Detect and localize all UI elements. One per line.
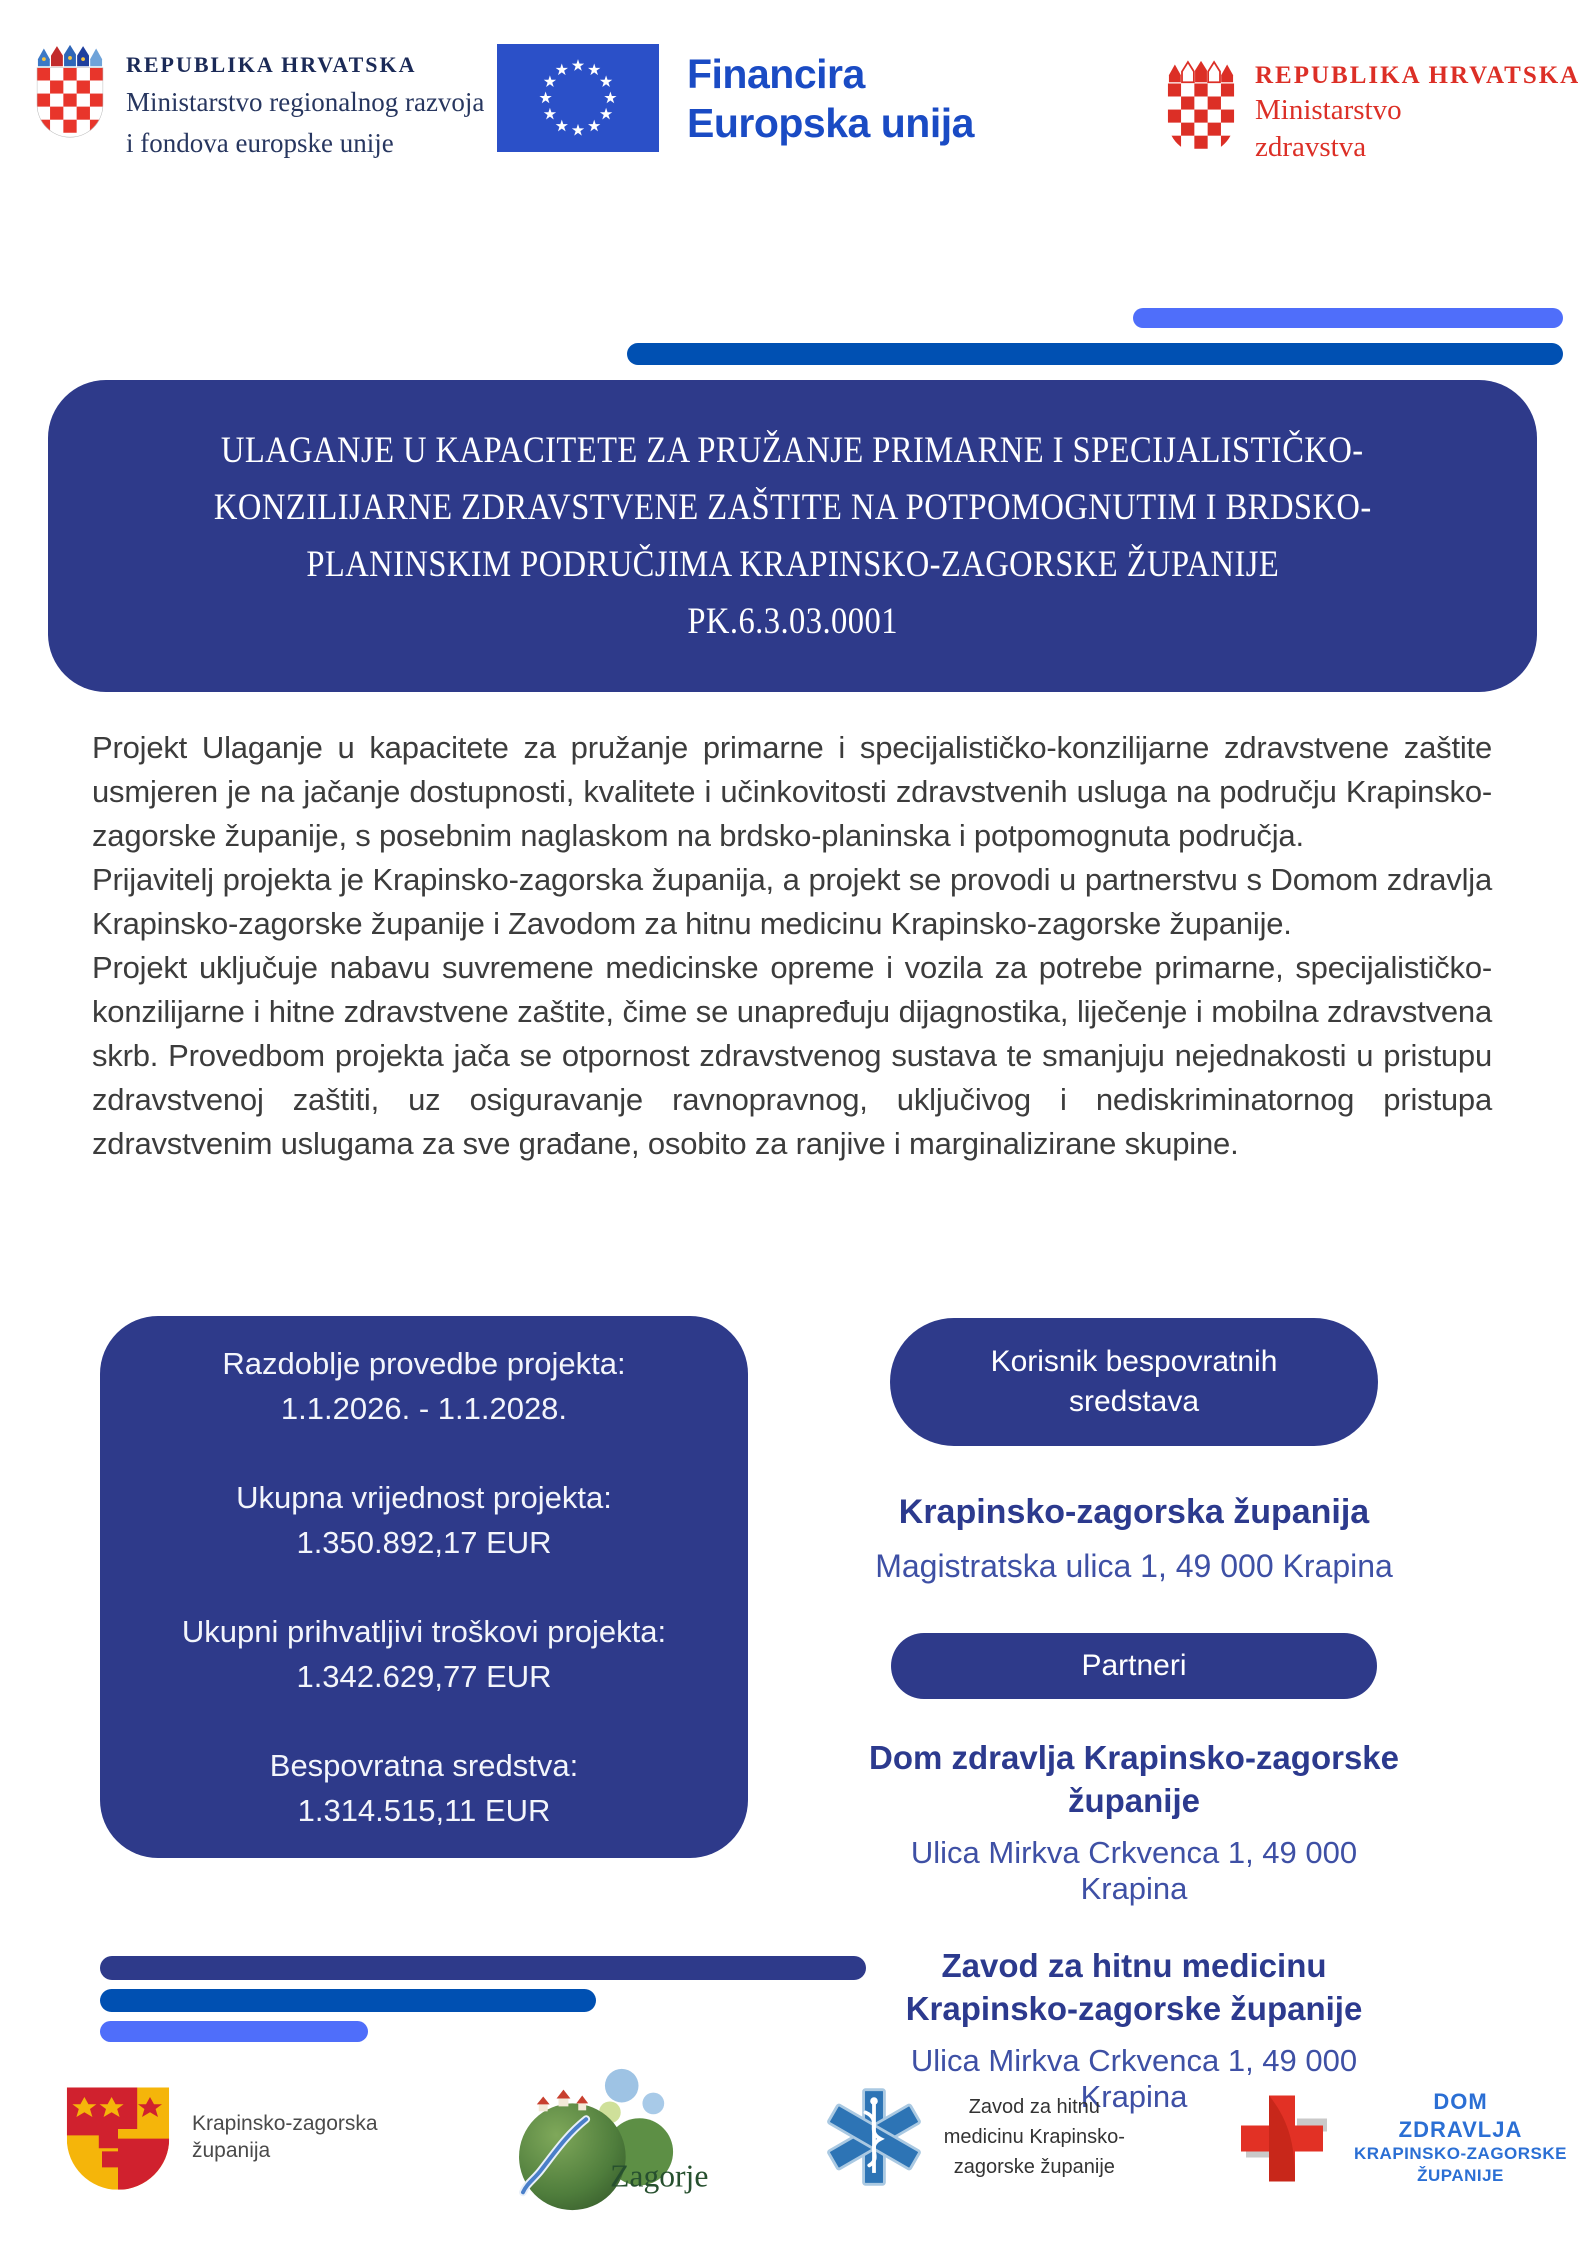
- zagorje-hills-icon: [489, 2058, 711, 2216]
- description-paragraph-1: Projekt Ulaganje u kapacitete za pružanje primarne i specijalističko-konzilijarne zdravstvene zaštite usmjeren je na jačanje dostupnosti, kvalitete i učinkovitosti zdravstvenih usluga na području Krapinsko-zagorske županije, s posebnim naglaskom na brdsko-planinska i potpomognuta područja.: [92, 730, 1492, 853]
- zavod-hitna-label: [944, 2092, 1125, 2182]
- logo-ministry-regional: [32, 40, 484, 160]
- project-grant-amount: 1.314.515,11 EUR: [297, 1793, 551, 1828]
- project-eligible-costs-label: Ukupni prihvatljivi troškovi projekta:: [181, 1614, 667, 1649]
- project-code: PK.6.3.03.0001: [687, 601, 898, 642]
- description-paragraph-3: Projekt uključuje nabavu suvremene medicinske opreme i vozila za potrebe primarne, specijalističko-konzilijarne i hitne zdravstvene zaštite, čime se unapređuju dijagnostika, liječenje i mobilna zdravstvena skrb. Provedbom projekta jača se otpornost zdravstvenog sustava te smanjuju nejednakosti u pristupu zdravstvenoj zaštiti, uz osiguravanje ravnopravnog, uključivog i nediskriminatornog pristupa zdravstvenim uslugama za sve građane, osobito za ranjive i marginalizirane skupine.: [92, 950, 1492, 1161]
- dom-label-line2: ZDRAVLJA: [1398, 2116, 1523, 2142]
- logo-zavod-hitna: [822, 2085, 1125, 2189]
- project-grant-label: Bespovratna sredstva:: [269, 1748, 579, 1783]
- logo-eu-funding: [497, 44, 974, 152]
- project-eligible-costs: [182, 1609, 666, 1699]
- dom-label-line1: DOM: [1433, 2089, 1488, 2115]
- project-facts-box: [100, 1316, 748, 1858]
- kzz-county-label-line1: Krapinsko-zagorska: [192, 2112, 378, 2135]
- partner-1-name: Dom zdravlja Krapinsko-zagorske županije: [869, 1739, 1399, 1820]
- dom-label-line4: ŽUPANIJE: [1417, 2165, 1504, 2185]
- project-title-line3: PLANINSKIM PODRUČJIMA KRAPINSKO-ZAGORSKE ŽUPANIJE: [306, 544, 1279, 585]
- project-period: [222, 1341, 625, 1431]
- logo-zagorje: [489, 2058, 711, 2216]
- decorative-bar-light-blue: [1133, 308, 1563, 328]
- project-period-value: 1.1.2026. - 1.1.2028.: [280, 1391, 568, 1426]
- republic-croatia-label-red: REPUBLIKA HRVATSKA: [1255, 62, 1581, 89]
- zagorje-label: Zagorje: [609, 2158, 709, 2194]
- ministry-health-line2: Ministarstvo: [1255, 94, 1402, 126]
- dom-zdravlja-label: [1354, 2088, 1567, 2186]
- partner-2-name: Zavod za hitnu medicinu Krapinsko-zagorske županije: [905, 1946, 1363, 2027]
- project-grant: [270, 1743, 578, 1833]
- republic-croatia-label: REPUBLIKA HRVATSKA: [126, 52, 417, 77]
- beneficiary-name: Krapinsko-zagorska županija: [898, 1493, 1370, 1531]
- ministry-health-line3: zdravstva: [1255, 131, 1367, 163]
- decorative-bar-bottom-navy: [100, 1956, 866, 1980]
- ministry-regional-line3: i fondova europske unije: [126, 128, 394, 158]
- project-total-value: [236, 1475, 612, 1565]
- zavod-label-line3: zagorske županije: [953, 2156, 1115, 2178]
- footer-logos: [62, 2058, 1567, 2216]
- beneficiary-pill: Korisnik bespovratnih sredstava: [890, 1318, 1378, 1446]
- description-paragraph-2: Prijavitelj projekta je Krapinsko-zagorska županija, a projekt se provodi u partnerstvu s Domom zdravlja Krapinsko-zagorske županije i Zavodom za hitnu medicinu Krapinsko-zagorske županije.: [92, 862, 1492, 941]
- project-total-value-label: Ukupna vrijednost projekta:: [236, 1480, 612, 1515]
- dom-zdravlja-cross-icon: [1236, 2089, 1336, 2185]
- eu-funding-text: [687, 44, 974, 148]
- project-total-value-amount: 1.350.892,17 EUR: [296, 1525, 552, 1560]
- kzz-county-shield-icon: [62, 2084, 174, 2190]
- partner-1-address: Ulica Mirkva Crkvenca 1, 49 000 Krapina: [910, 1834, 1358, 1906]
- partner-2-address: Ulica Mirkva Crkvenca 1, 49 000 Krapina: [910, 2042, 1358, 2114]
- logo-ministry-health: [1163, 58, 1580, 164]
- decorative-bar-bottom-royal: [100, 1989, 596, 2012]
- ministry-regional-text: [126, 40, 484, 160]
- logo-kzz-county: [62, 2084, 378, 2190]
- eu-funding-line2: Europska unija: [687, 100, 974, 146]
- eu-funding-line1: Financira: [687, 51, 865, 97]
- kzz-county-label-line2: županija: [192, 2139, 271, 2162]
- zavod-label-line1: Zavod za hitnu: [968, 2096, 1100, 2118]
- croatia-coat-of-arms-icon: [32, 40, 108, 140]
- decorative-bar-royal-blue: [627, 343, 1563, 365]
- croatia-coat-of-arms-red-icon: [1163, 58, 1239, 154]
- project-eligible-costs-amount: 1.342.629,77 EUR: [296, 1659, 552, 1694]
- project-title-line2: KONZILIJARNE ZDRAVSTVENE ZAŠTITE NA POTPOMOGNUTIM I BRDSKO-: [213, 487, 1372, 528]
- decorative-bar-bottom-light: [100, 2021, 368, 2042]
- zavod-label-line2: medicinu Krapinsko-: [943, 2126, 1125, 2148]
- beneficiary-address: Magistratska ulica 1, 49 000 Krapina: [875, 1548, 1393, 1585]
- eu-flag-icon: [497, 44, 659, 152]
- dom-label-line3: KRAPINSKO-ZAGORSKE: [1353, 2144, 1567, 2164]
- star-of-life-icon: [822, 2085, 926, 2189]
- beneficiary-partners-column: [860, 1318, 1408, 2115]
- kzz-county-label: [192, 2110, 378, 2164]
- project-description: [92, 726, 1492, 1166]
- ministry-health-text: [1255, 58, 1580, 164]
- logo-dom-zdravlja: [1236, 2088, 1567, 2186]
- project-title-banner: [48, 380, 1537, 692]
- crest-crown: [38, 45, 102, 66]
- project-title-line1: ULAGANJE U KAPACITETE ZA PRUŽANJE PRIMARNE I SPECIJALISTIČKO-: [221, 430, 1364, 471]
- partners-pill: Partneri: [891, 1633, 1377, 1699]
- ministry-regional-line2: Ministarstvo regionalnog razvoja: [126, 87, 485, 117]
- project-period-label: Razdoblje provedbe projekta:: [222, 1346, 626, 1381]
